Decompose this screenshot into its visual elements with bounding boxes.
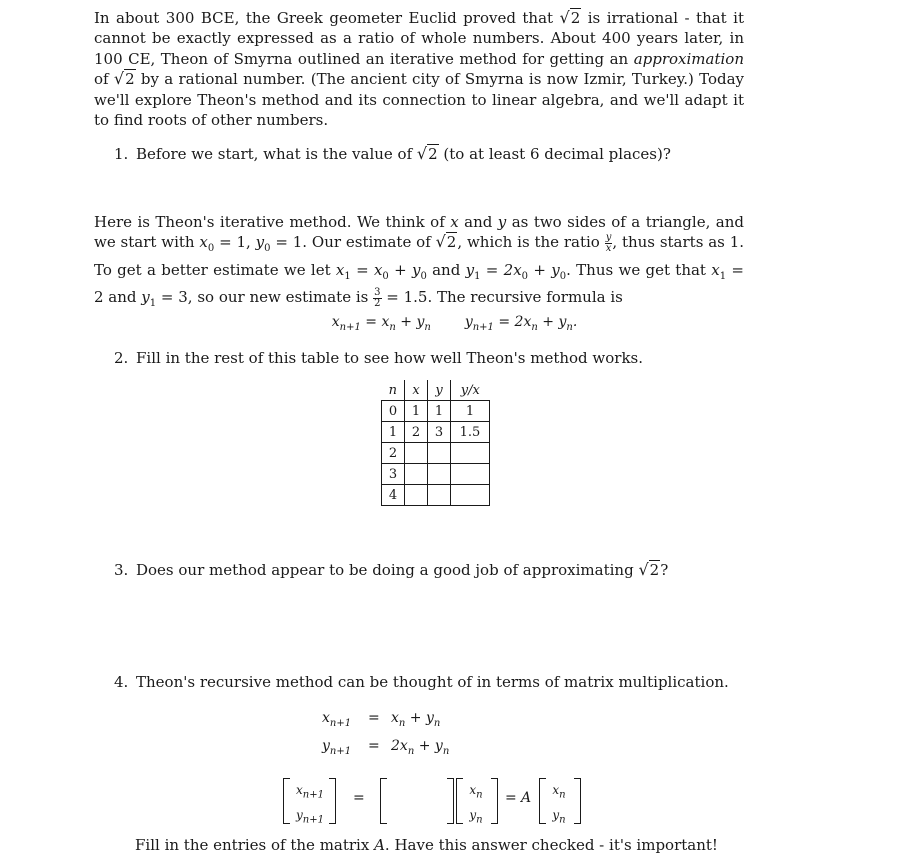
question-number: 2. xyxy=(114,349,129,367)
estimate-fraction: $\frac{3}{2}$ xyxy=(374,286,381,309)
left-bracket xyxy=(283,778,290,824)
table-header-row xyxy=(382,380,490,401)
table-row: 3 xyxy=(382,464,490,485)
table-row: 0 1 1 1 xyxy=(382,401,490,422)
matrix-A-symbol: A xyxy=(521,790,532,806)
equation-row-2-lhs: $y_{n+1}$ xyxy=(322,738,352,757)
final-instruction: Fill in the entries of the matrix A. Have this answer checked - it's important! xyxy=(135,836,718,854)
table-row: 1 2 3 1.5 xyxy=(382,422,490,443)
sqrt-2-symbol: √2 xyxy=(559,8,581,27)
intro-paragraph: In about 300 BCE, the Greek geometer Euclid proved that √2 is irrational - that it cannot be exactly expressed as a ratio of whole numbers. About 400 years later, in 100 CE, Theon of Smyrna outlined an iterative method for getting an approximation of √2 by a rational number. (The ancient city of Smyrna is now Izmir, Turkey.) Today we'll explore Theon's method and its connection to linear algebra, and we'll adapt it to find roots of other numbers. xyxy=(94,8,745,130)
header-x: x xyxy=(405,380,428,401)
question-number: 1. xyxy=(114,145,129,163)
table-row: 2 xyxy=(382,443,490,464)
question-number: 4. xyxy=(114,673,129,691)
header-n: n xyxy=(382,380,405,401)
blank-cell[interactable] xyxy=(405,485,428,506)
equation-row-2-equals: = xyxy=(368,738,380,754)
equation-row-1-equals: = xyxy=(368,710,380,726)
question-number: 3. xyxy=(114,561,129,579)
right-bracket xyxy=(329,778,336,824)
blank-cell[interactable] xyxy=(451,443,490,464)
theon-table xyxy=(381,380,490,506)
blank-cell[interactable] xyxy=(428,464,451,485)
intro-text-1: In about 300 BCE, the Greek geometer Euclid proved that xyxy=(94,9,560,27)
equals-sign: = xyxy=(505,790,517,806)
blank-cell[interactable] xyxy=(405,464,428,485)
right-bracket xyxy=(491,778,498,824)
sqrt-2-symbol: √2 xyxy=(416,144,438,163)
question-2: 2. Fill in the rest of this table to see how well Theon's method works. xyxy=(114,349,644,367)
blank-matrix-entries[interactable] xyxy=(389,778,445,822)
blank-cell[interactable] xyxy=(405,443,428,464)
sqrt-2-symbol: √2 xyxy=(638,560,660,579)
table-row: 4 xyxy=(382,485,490,506)
blank-cell[interactable] xyxy=(451,464,490,485)
right-bracket xyxy=(447,778,454,824)
intro-text-3: by a rational number. (The ancient city of Smyrna is now Izmir, Turkey.) Today we'll explore Theon's method and its connection to linear algebra, and we'll adapt it to find roots of other numbers. xyxy=(94,70,744,130)
question-3: 3. Does our method appear to be doing a good job of approximating √2? xyxy=(114,560,669,579)
left-bracket xyxy=(380,778,387,824)
lhs-vector: $x_{n+1}$ $y_{n+1}$ xyxy=(296,783,324,826)
header-ratio: y/x xyxy=(460,382,480,398)
matrix-equation xyxy=(283,778,603,824)
intro-emphasis: approximation xyxy=(633,49,744,68)
equation-row-1-lhs: $x_{n+1}$ xyxy=(322,710,352,729)
equals-sign: = xyxy=(353,790,365,806)
equation-row-1-rhs: $x_n + y_n$ xyxy=(391,710,441,729)
output-vector: $x_n$ $y_n$ xyxy=(552,783,566,826)
blank-cell[interactable] xyxy=(451,485,490,506)
recursive-formula: $x_{n+1} = x_n + y_n$ $y_{n+1} = 2x_n + y_n$. xyxy=(331,314,578,333)
intro-text-2: is irrational - that it cannot be exactly expressed as a ratio of whole numbers. About 400 years later, in 100 CE, Theon of Smyrna outlined an iterative method for getting an xyxy=(94,9,745,68)
header-y: y xyxy=(428,380,451,401)
right-bracket xyxy=(574,778,581,824)
input-vector: $x_n$ $y_n$ xyxy=(469,783,483,826)
question-1: 1. Before we start, what is the value of √2 (to at least 6 decimal places)? xyxy=(114,144,671,163)
equation-row-2-rhs: $2x_n + y_n$ xyxy=(391,738,450,757)
blank-cell[interactable] xyxy=(428,485,451,506)
blank-cell[interactable] xyxy=(428,443,451,464)
question-4: 4. Theon's recursive method can be thought of in terms of matrix multiplication. xyxy=(114,673,729,691)
method-paragraph: Here is Theon's iterative method. We think of x and y as two sides of a triangle, and we start with $x_0 = 1$, $y_0 = 1$. Our estimate of √2, which is the ratio $\frac{y}{x}$ , thus starts as 1. To get a better estimate we let $x_1 = x_0 + y_0$ and $y_1 = 2x_0 + y_0$. Thus we get that $x_1 = 2$ and $y_1 = 3$, so our new estimate is $\frac{3}{2}$ = 1.5. The recursive formula is xyxy=(94,213,745,310)
sqrt-2-symbol: √2 xyxy=(113,69,135,89)
left-bracket xyxy=(456,778,463,824)
left-bracket xyxy=(539,778,546,824)
ratio-fraction: $\frac{y}{x}$ xyxy=(605,231,612,254)
sqrt-2-symbol: √2 xyxy=(435,232,457,252)
